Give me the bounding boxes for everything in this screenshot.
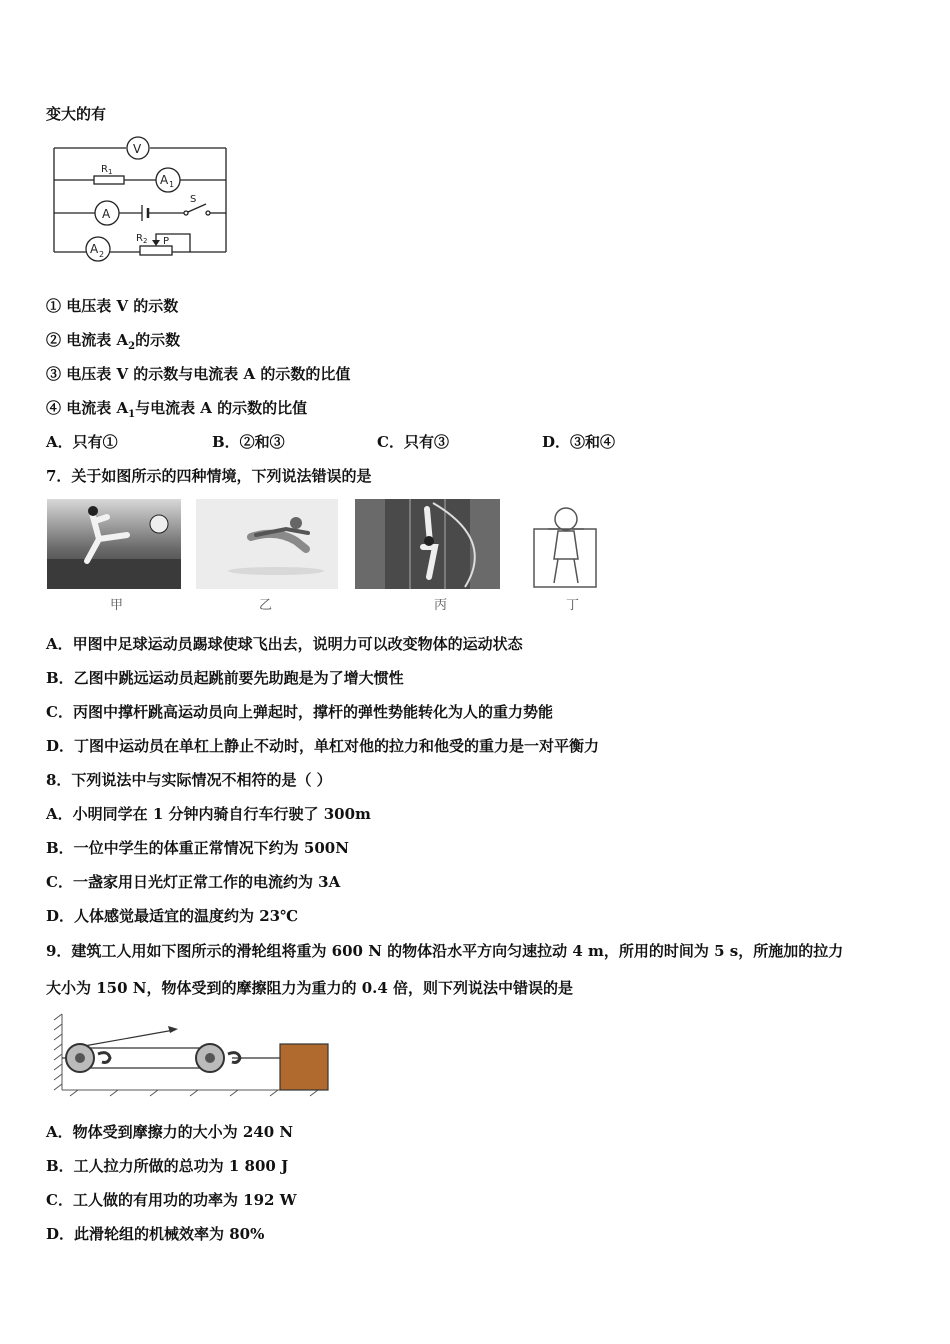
- soccer-picture: [47, 499, 181, 589]
- circuit-diagram: [44, 134, 234, 262]
- q7-option-b: B．乙图中跳远运动员起跳前要先助跑是为了增大惯性: [46, 669, 404, 687]
- q8-stem: 8．下列说法中与实际情况不相符的是（ ）: [46, 771, 332, 789]
- q9-option-a: A．物体受到摩擦力的大小为 240 N: [46, 1123, 294, 1141]
- q7-option-c: C．丙图中撑杆跳高运动员向上弹起时，撑杆的弹性势能转化为人的重力势能: [46, 703, 553, 721]
- label-A2-sub: 2: [99, 250, 105, 259]
- label-R2: R: [136, 233, 143, 244]
- label-R2-sub: 2: [143, 237, 148, 245]
- q9-stem-line2: 大小为 150 N，物体受到的摩擦阻力为重力的 0.4 倍，则下列说法中错误的是: [46, 979, 574, 997]
- q9-option-d: D．此滑轮组的机械效率为 80%: [46, 1225, 265, 1243]
- label-A1-sub: 1: [169, 180, 175, 189]
- q8-option-b: B．一位中学生的体重正常情况下约为 500N: [46, 839, 349, 857]
- q6-item-2: ② 电流表 $A_2$的示数: [46, 331, 181, 352]
- q7-option-a: A．甲图中足球运动员踢球使球飞出去，说明力可以改变物体的运动状态: [46, 635, 523, 653]
- pull-up-bar-picture: [528, 499, 604, 589]
- q9-stem-line1: 9．建筑工人用如下图所示的滑轮组将重为 600 N 的物体沿水平方向匀速拉动 4 m，所用的时间为 5 s，所施加的拉力: [46, 942, 844, 960]
- q8-option-a: A．小明同学在 1 分钟内骑自行车行驶了 300m: [46, 805, 371, 823]
- label-R1: R: [101, 164, 108, 175]
- label-A2: A: [90, 242, 99, 256]
- intro-text: 变大的有: [46, 105, 107, 123]
- pulley-diagram: [50, 1010, 332, 1102]
- label-V: V: [133, 142, 142, 156]
- q6-item-3: ③ 电压表 V 的示数与电流表 A 的示数的比值: [46, 365, 351, 383]
- q9-option-c: C．工人做的有用功的功率为 192 W: [46, 1191, 297, 1209]
- q7-option-d: D．丁图中运动员在单杠上静止不动时，单杠对他的拉力和他受的重力是一对平衡力: [46, 737, 600, 755]
- label-R1-sub: 1: [108, 168, 113, 176]
- long-jump-picture: [196, 499, 338, 589]
- q6-option-d: D．③和④: [542, 433, 616, 451]
- label-P: P: [163, 236, 170, 247]
- q6-option-a: A．只有①: [46, 433, 118, 451]
- q8-option-d: D．人体感觉最适宜的温度约为 23℃: [46, 907, 299, 925]
- caption-ding: 丁: [566, 598, 580, 613]
- q8-option-c: C．一盏家用日光灯正常工作的电流约为 3A: [46, 873, 341, 891]
- label-S: S: [190, 194, 197, 205]
- caption-yi: 乙: [259, 598, 273, 613]
- label-A1: A: [160, 173, 169, 187]
- label-A: A: [102, 207, 111, 221]
- caption-jia: 甲: [110, 598, 124, 613]
- q7-stem: 7．关于如图所示的四种情境，下列说法错误的是: [46, 467, 372, 485]
- q9-option-b: B．工人拉力所做的总功为 1 800 J: [46, 1157, 289, 1175]
- q6-option-b: B．②和③: [212, 433, 285, 451]
- q6-item-1: ① 电压表 V 的示数: [46, 297, 179, 315]
- pole-vault-picture: [355, 499, 500, 589]
- caption-bing: 丙: [434, 598, 448, 613]
- q6-item-4: ④ 电流表 $A_1$与电流表 A 的示数的比值: [46, 399, 308, 420]
- q6-option-c: C．只有③: [377, 433, 449, 451]
